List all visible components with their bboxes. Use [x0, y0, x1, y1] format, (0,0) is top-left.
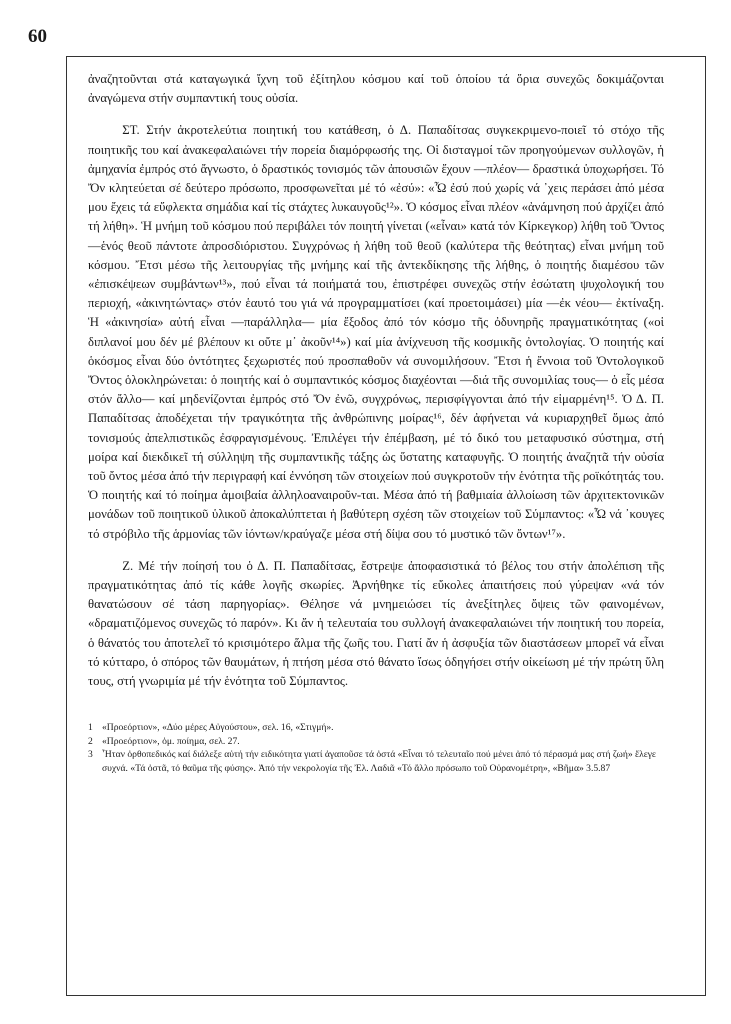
footnote-text: «Προεόρτιον», ὁμ. ποίημα, σελ. 27. [102, 735, 240, 747]
page-number: 60 [28, 26, 47, 47]
footnote-number: 3 [88, 749, 93, 761]
footnote [88, 735, 664, 748]
footnote [88, 748, 664, 775]
paragraph-section-z: Ζ. Μέ τήν ποίησή του ὁ Δ. Π. Παπαδίτσας, ἔστρεψε ἀποφασιστικά τό βέλος του στήν ἀπολέπιση τῆς πραγματικότητας ἀπό τίς κάθε λογῆς σκωρίες. Ἀρνήθηκε τίς εὔκολες ἀπαιτήσεις πού γύρεψαν «νά τόν θανατώσουν σέ τάση παρηγορίας». Θέλησε νά μνημειώσει τίς ἀνεξίτηλες ὄψεις τῶν φαινομένων, «δραματιζόμενος συνεχῶς τό παρόν». Κι ἄν ἡ τελευταία του συλλογή ἀνακεφαλαιώνει τήν ποιητική του πορεία, ὁ θάνατός του ἀποτελεῖ τό κρισιμότερο ἅλμα τῆς ζωῆς του. Γιατί ἄν ἡ ἀσφυξία τῶν διαστάσεων μπορεῖ νά εἶναι τό κύτταρο, ὁ σπόρος τῶν θαυμάτων, ἡ πτήση μέσα στό θάνατο ἴσως ὁδηγήσει στήν οἰκείωση μέ τήν πρώτη ὕλη τους, στή γνωριμία μέ τήν ἑνότητα τοῦ Σύμπαντος. [88, 558, 664, 689]
footnote-text: «Προεόρτιον», «Δύο μέρες Αὐγούστου», σελ. 16, «Στιγμή». [102, 722, 334, 734]
footnote-number: 1 [88, 722, 93, 734]
footnote-text: Ἦταν ὀρθοπεδικός καί διάλεξε αὐτή τήν ειδικότητα γιατί ἀγαποῦσε τά ὀστά «Εἶναι τό τελευταῖο πού μένει ἀπό τό πέρασμά μας στή ζωή» ἔλεγε συχνά. «Τά ὀστᾶ, τό θαῦμα τῆς φύσης». Ἀπό τήν νεκρολογία τῆς Ἐλ. Λαδιᾶ «Τό ἄλλο πρόσωπο τοῦ Οὐρανομέτρη», «Βῆμα» 3.5.87 [102, 749, 656, 774]
paragraph-section-st: ΣΤ. Στήν ἀκροτελεύτια ποιητική του κατάθεση, ὁ Δ. Παπαδίτσας συγκεκριμενο-ποιεῖ τό στόχο τῆς ποιητικῆς του καί ἀνακεφαλαιώνει τήν πορεία διαμόρφωσής της. Οἱ δισταγμοί τῶν προηγούμενων συλλογῶν, ἡ ἀμηχανία ἐμπρός στό ἄγνωστο, ὁ δραστικός τονισμός τῶν ἀπουσιῶν ἔχουν —πλέον— δραστικά ὑποχωρήσει. Τό Ὄν κλητεύεται σέ δεύτερο πρόσωπο, προσφωνεῖται μέ τό «ἐσύ»: «Ὦ ἐσύ πού χωρίς νά ᾽χεις περάσει ἀπό μέσα μου ἔχεις τά εὔφλεκτα σημάδια καί τίς στάχτες λυκαυγοῦς¹²». Ὁ κόσμος εἶναι πλέον «ἀνάμνηση πού ἀρχίζει ἀπό τή λήθη». Ἡ μνήμη τοῦ κόσμου πού περιβάλει τόν ποιητή γίνεται («εἶναι» κατά τόν Κίρκεγκορ) λήθη τοῦ Ὄντος —ἑνός θεοῦ πάντοτε ἀπροσδιόριστου. Συγχρόνως ἡ λήθη τοῦ θεοῦ (καλύτερα τῆς θεότητας) εἶναι μνήμη τοῦ κόσμου. Ἔτσι μέσω τῆς λειτουργίας τῆς μνήμης καί τῆς ἀντεκδίκησης τῆς λήθης, ὁ ποιητής διαμέσου τῶν «ἐπισκέψεων συμβάντων¹³», πού εἶναι τά ποιήματά του, ἐπιστρέφει συνεχῶς στήν ἐσώτατη ψυχολογική του περιοχή, «ἀκινητώντας» στόν ἑαυτό του γιά νά προγραμματίσει (καί προετοιμάσει) μία —ἐκ νέου— ἐκτίναξη. Ἡ «ἀκινησία» αὐτή εἶναι —παράλληλα— μία ἔξοδος ἀπό τόν κόσμο τῆς ὀδυνηρῆς πραγματικότητας («οἱ διπλανοί μου δέν μέ βλέπουν κι οὔτε μ᾽ ἀκοῦν¹⁴») καί μία ἀνίχνευση τῆς κοσμικῆς ὀντολογίας. Ὁ ποιητής καί ὁκόσμος εἶναι δύο ὀντότητες ξεχωριστές πού προσπαθοῦν νά συνομιλήσουν. Ἔτσι ἡ ἔννοια τοῦ Ὀντολογικοῦ Ὄντος ὁλοκληρώνεται: ὁ ποιητής καί ὁ συμπαντικός κόσμος διαχέονται —διά τῆς συνομιλίας τους— ὁ εἷς μέσα στόν ἄλλο— καί μηδενίζονται ἐμπρός στό Ὄν ἐνῶ, συγχρόνως, περισφίγγονται ἀπό τήν εἱμαρμένη¹⁵. Ὁ Δ. Π. Παπαδίτσας ἀποδέχεται τήν τραγικότητα τῆς ἀνθρώπινης μοίρας¹⁶, δέν ἀφήνεται νά κυριαρχηθεῖ ὅμως ἀπό τονισμούς ἀπελπιστικῶς ἐσφραγισμένους. Ἐπιλέγει τήν ἐπέμβαση, μέ τό δικό του μεταφυσικό σύστημα, στή μοίρα καί διεκδικεῖ τή σύλληψη τῆς συμπαντικῆς τάξης ὡς ὕστατης καταφυγῆς. Ὁ ποιητής ἀναζητᾶ τήν οὐσία τοῦ ὄντος μέσα ἀπό τήν περιγραφή καί ἐννόηση τῶν στοιχείων πού συγκροτοῦν τήν ἑνότητα τῆς ροϊκότητάς του. Ὁ ποιητής καί τό ποίημα ἀμοιβαία ἀλληλοαναιροῦν-ται. Μέσα ἀπό τή βαθμιαία ἀλλοίωση τῶν ἀρχιτεκτονικῶν μονάδων τοῦ ποιητικοῦ ὑλικοῦ ἀποκαλύπτεται ἡ βαθύτερη σχέση τῶν στοιχείων τοῦ Σύμπαντος: «Ὦ νά ᾽κουγες τό στρόβιλο τῆς ἁρμονίας τῶν ἰόντων/κραύγαζε μέσα στή δίψα σου τό μυστικό τῶν ὄντων¹⁷». [88, 123, 664, 541]
page-content [88, 70, 664, 775]
footnote [88, 721, 664, 734]
paragraph-continuation: ἀναζητοῦνται στά καταγωγικά ἴχνη τοῦ ἐξίτηλου κόσμου καί τοῦ ὁποίου τά ὅρια συνεχῶς δοκιμάζονται ἀναγώμενα στήν συμπαντική τους οὐσία. [88, 72, 664, 106]
footnotes [88, 721, 664, 775]
footnote-number: 2 [88, 735, 93, 747]
